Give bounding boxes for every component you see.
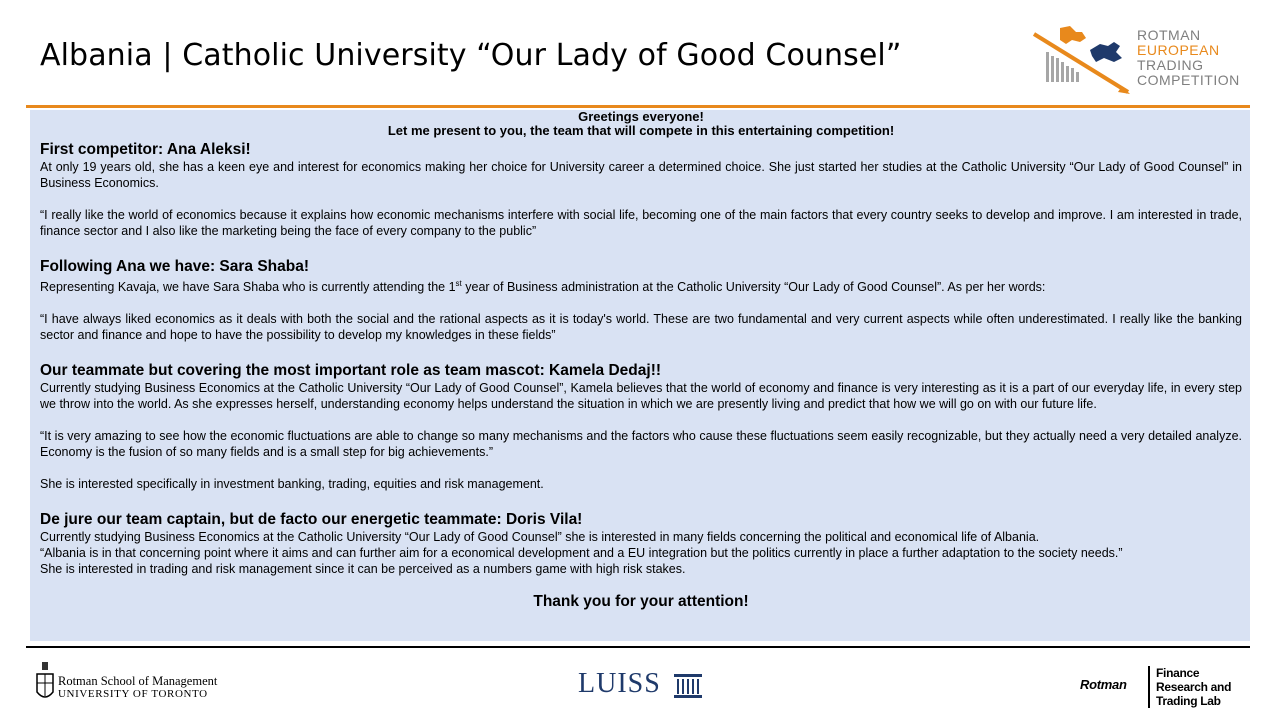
competitor-1-heading: First competitor: Ana Aleksi!: [40, 141, 251, 158]
logo-line-competition: COMPETITION: [1137, 72, 1240, 88]
competitor-4-quote: “Albania is in that concerning point where it aims and can further aim for a economical development and a EU integration but the politics currently in place a further adaptation to the society needs.”: [40, 546, 1123, 561]
bull-chart-icon: [1032, 22, 1132, 96]
slide-title: Albania | Catholic University “Our Lady of Good Counsel”: [40, 38, 902, 73]
university-name: UNIVERSITY OF TORONTO: [58, 688, 208, 700]
frtl-line-3: Trading Lab: [1156, 694, 1221, 708]
competitor-1-quote: “I really like the world of economics because it explains how economic mechanisms interfere with social life, becoming one of the main factors that every country seeks to develop and improve. I am interested in trade, finance sector and I also like the marketing being the face of every company to the public”: [40, 208, 1242, 238]
logo-line-rotman: ROTMAN: [1137, 27, 1201, 43]
logo-text: [1137, 28, 1240, 88]
competitor-1-intro: At only 19 years old, she has a keen eye and interest for economics making her choice for University career a determined choice. She just started her studies at the Catholic University “Our Lady of Good Counsel” in Business Economics.: [40, 160, 1242, 190]
logo-separator: [1148, 666, 1150, 708]
competitor-3-quote: “It is very amazing to see how the economic fluctuations are able to change so many mechanisms and the factors who cause these fluctuations seem easily recognizable, but they actually need a very detailed analyze. Economy is the fusion of so many fields and is a small step for big achievements.”: [40, 429, 1242, 460]
luiss-logo: [578, 668, 661, 700]
crest-icon: [36, 662, 54, 704]
greeting-line-1: Greetings everyone!: [578, 109, 704, 124]
thank-you-line: Thank you for your attention!: [533, 593, 749, 611]
frtl-line-2: Research and: [1156, 680, 1232, 694]
rotman-wordmark: Rotman: [1080, 677, 1127, 692]
rotman-school-name: Rotman School of Management: [58, 674, 218, 688]
competitor-4-intro: Currently studying Business Economics at the Catholic University “Our Lady of Good Counsel” she is interested in many fields concerning the political and economical life of Albania.: [40, 530, 1040, 545]
competitor-2-intro: Representing Kavaja, we have Sara Shaba who is currently attending the 1st year of Business administration at the Catholic University “Our Lady of Good Counsel”. As per her words:: [40, 279, 1046, 295]
logo-line-european: EUROPEAN: [1137, 42, 1220, 58]
competitor-4-interests: She is interested in trading and risk management since it can be perceived as a numbers game with high risk stakes.: [40, 562, 686, 577]
competitor-2-quote: “I have always liked economics as it deals with both the social and the rational aspects as it is today's world. These are two fundamental and very current aspects while often underestimated. I really like the banking sector and finance and hope to have the possibility to develop my knowledges in these fields”: [40, 312, 1242, 343]
frtl-logo: [1080, 664, 1260, 708]
footer-divider: [26, 646, 1250, 648]
logo-line-trading: TRADING: [1137, 57, 1204, 73]
column-icon: [674, 674, 702, 698]
content-box: [30, 110, 1250, 641]
competitor-2-heading: Following Ana we have: Sara Shaba!: [40, 258, 310, 275]
greeting-line-2: Let me present to you, the team that will compete in this entertaining competition!: [387, 123, 895, 138]
competitor-3-interests: She is interested specifically in investment banking, trading, equities and risk management.: [40, 477, 544, 492]
header-divider: [26, 105, 1250, 108]
rotman-school-logo: [36, 660, 236, 706]
frtl-line-1: Finance: [1156, 666, 1200, 680]
luiss-wordmark: LUISS: [578, 668, 661, 699]
frtl-text: [1156, 666, 1231, 708]
rotman-european-trading-competition-logo: [1032, 22, 1252, 98]
competitor-4-heading: De jure our team captain, but de facto our energetic teammate: Doris Vila!: [40, 511, 583, 529]
competitor-3-intro: Currently studying Business Economics at the Catholic University “Our Lady of Good Counsel”, Kamela believes that the world of economy and finance is very interesting as it is a part of our everyday life, in every step we throw into the world. As she expresses herself, understanding economy helps understand the situation in which we are presently living and predict that how we will go on with our future life.: [40, 381, 1242, 412]
competitor-3-heading: Our teammate but covering the most important role as team mascot: Kamela Dedaj!!: [40, 362, 662, 380]
